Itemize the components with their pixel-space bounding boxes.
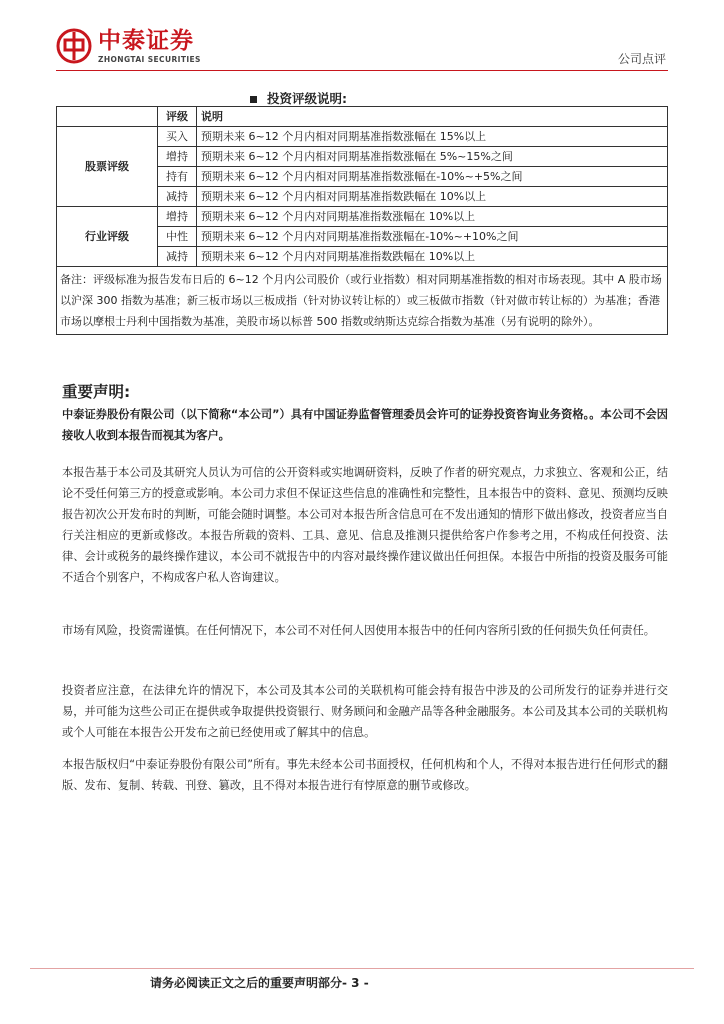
- rating-table: [56, 106, 668, 335]
- rating-level: 买入: [158, 127, 197, 147]
- rating-level: 减持: [158, 247, 197, 267]
- rating-desc: 预期未来 6~12 个月内相对同期基准指数涨幅在 5%~15%之间: [197, 147, 668, 167]
- rating-desc: 预期未来 6~12 个月内相对同期基准指数涨幅在-10%~+5%之间: [197, 167, 668, 187]
- rating-desc: 预期未来 6~12 个月内相对同期基准指数涨幅在 15%以上: [197, 127, 668, 147]
- declaration-title: 重要声明:: [62, 383, 131, 401]
- doc-type-label: 公司点评: [617, 52, 666, 66]
- declaration-paragraph-2: 本报告基于本公司及其研究人员认为可信的公开资料或实地调研资料，反映了作者的研究观点，力求独立、客观和公正，结论不受任何第三方的授意或影响。本公司力求但不保证这些信息的准确性和完整性，且本报告中的资料、意见、预测均反映报告初次公开发布时的判断，可能会随时调整。本公司对本报告所含信息可在不发出通知的情形下做出修改，投资者应当自行关注相应的更新或修改。本报告所载的资料、工具、意见、信息及推测只提供给客户作参考之用，不构成任何投资、法律、会计或税务的最终操作建议，本公司不就报告中的内容对最终操作建议做出任何担保。本报告中所指的投资及服务可能不适合个别客户，不构成客户私人咨询建议。: [62, 466, 668, 584]
- rating-level: 减持: [158, 187, 197, 207]
- rating-level: 持有: [158, 167, 197, 187]
- declaration-paragraph-4: 投资者应注意，在法律允许的情况下，本公司及其本公司的关联机构可能会持有报告中涉及的公司所发行的证券并进行交易，并可能为这些公司正在提供或争取提供投资银行、财务顾问和金融产品等各种金融服务。本公司及其本公司的关联机构或个人可能在本报告公开发布之前已经使用或了解其中的信息。: [62, 684, 668, 739]
- declaration-paragraph-3: 市场有风险，投资需谨慎。在任何情况下，本公司不对任何人因使用本报告中的任何内容所引致的任何损失负任何责任。: [62, 624, 655, 637]
- square-bullet-icon: [250, 96, 257, 103]
- table-row: [57, 207, 668, 227]
- zhongtai-logo-icon: [56, 28, 92, 64]
- company-logo: [56, 28, 201, 64]
- rating-note: 备注：评级标准为报告发布日后的 6~12 个月内公司股价（或行业指数）相对同期基准指数的相对市场表现。其中 A 股市场以沪深 300 指数为基准；新三板市场以三板成指（针对协议转让标的）或三板做市指数（针对做市转让标的）为基准；香港市场以摩根士丹利中国指数为基准，美股市场以标普 500 指数或纳斯达克综合指数为基准（另有说明的除外）。: [57, 267, 668, 335]
- logo-en-text: ZHONGTAI SECURITIES: [98, 54, 201, 64]
- rating-section-title: [250, 89, 347, 107]
- rating-desc: 预期未来 6~12 个月内对同期基准指数涨幅在 10%以上: [197, 207, 668, 227]
- rating-level: 中性: [158, 227, 197, 247]
- rating-desc: 预期未来 6~12 个月内相对同期基准指数跌幅在 10%以上: [197, 187, 668, 207]
- table-header-row: [57, 107, 668, 127]
- page-number: - 3 -: [342, 976, 369, 990]
- table-header-desc: 说明: [197, 107, 668, 127]
- industry-rating-category: 行业评级: [57, 207, 158, 267]
- footer-text: 请务必阅读正文之后的重要声明部分: [150, 976, 343, 990]
- footer-divider: [30, 968, 694, 969]
- logo-cn-text: 中泰证券: [98, 27, 194, 54]
- rating-level: 增持: [158, 207, 197, 227]
- rating-section-title-text: 投资评级说明:: [267, 91, 347, 106]
- table-header-empty: [57, 107, 158, 127]
- table-note-row: [57, 267, 668, 335]
- declaration-paragraph-5: 本报告版权归“中泰证券股份有限公司”所有。事先未经本公司书面授权，任何机构和个人，不得对本报告进行任何形式的翻版、发布、复制、转载、刊登、篡改，且不得对本报告进行有悖原意的删节或修改。: [62, 758, 668, 792]
- stock-rating-category: 股票评级: [57, 127, 158, 207]
- table-header-level: 评级: [158, 107, 197, 127]
- table-row: [57, 127, 668, 147]
- declaration-paragraph-1: 中泰证券股份有限公司（以下简称“本公司”）具有中国证券监督管理委员会许可的证券投资咨询业务资格。。本公司不会因接收人收到本报告而视其为客户。: [62, 408, 668, 442]
- rating-desc: 预期未来 6~12 个月内对同期基准指数跌幅在 10%以上: [197, 247, 668, 267]
- footer: [150, 974, 369, 991]
- header-divider: [56, 70, 668, 71]
- rating-level: 增持: [158, 147, 197, 167]
- rating-desc: 预期未来 6~12 个月内对同期基准指数涨幅在-10%~+10%之间: [197, 227, 668, 247]
